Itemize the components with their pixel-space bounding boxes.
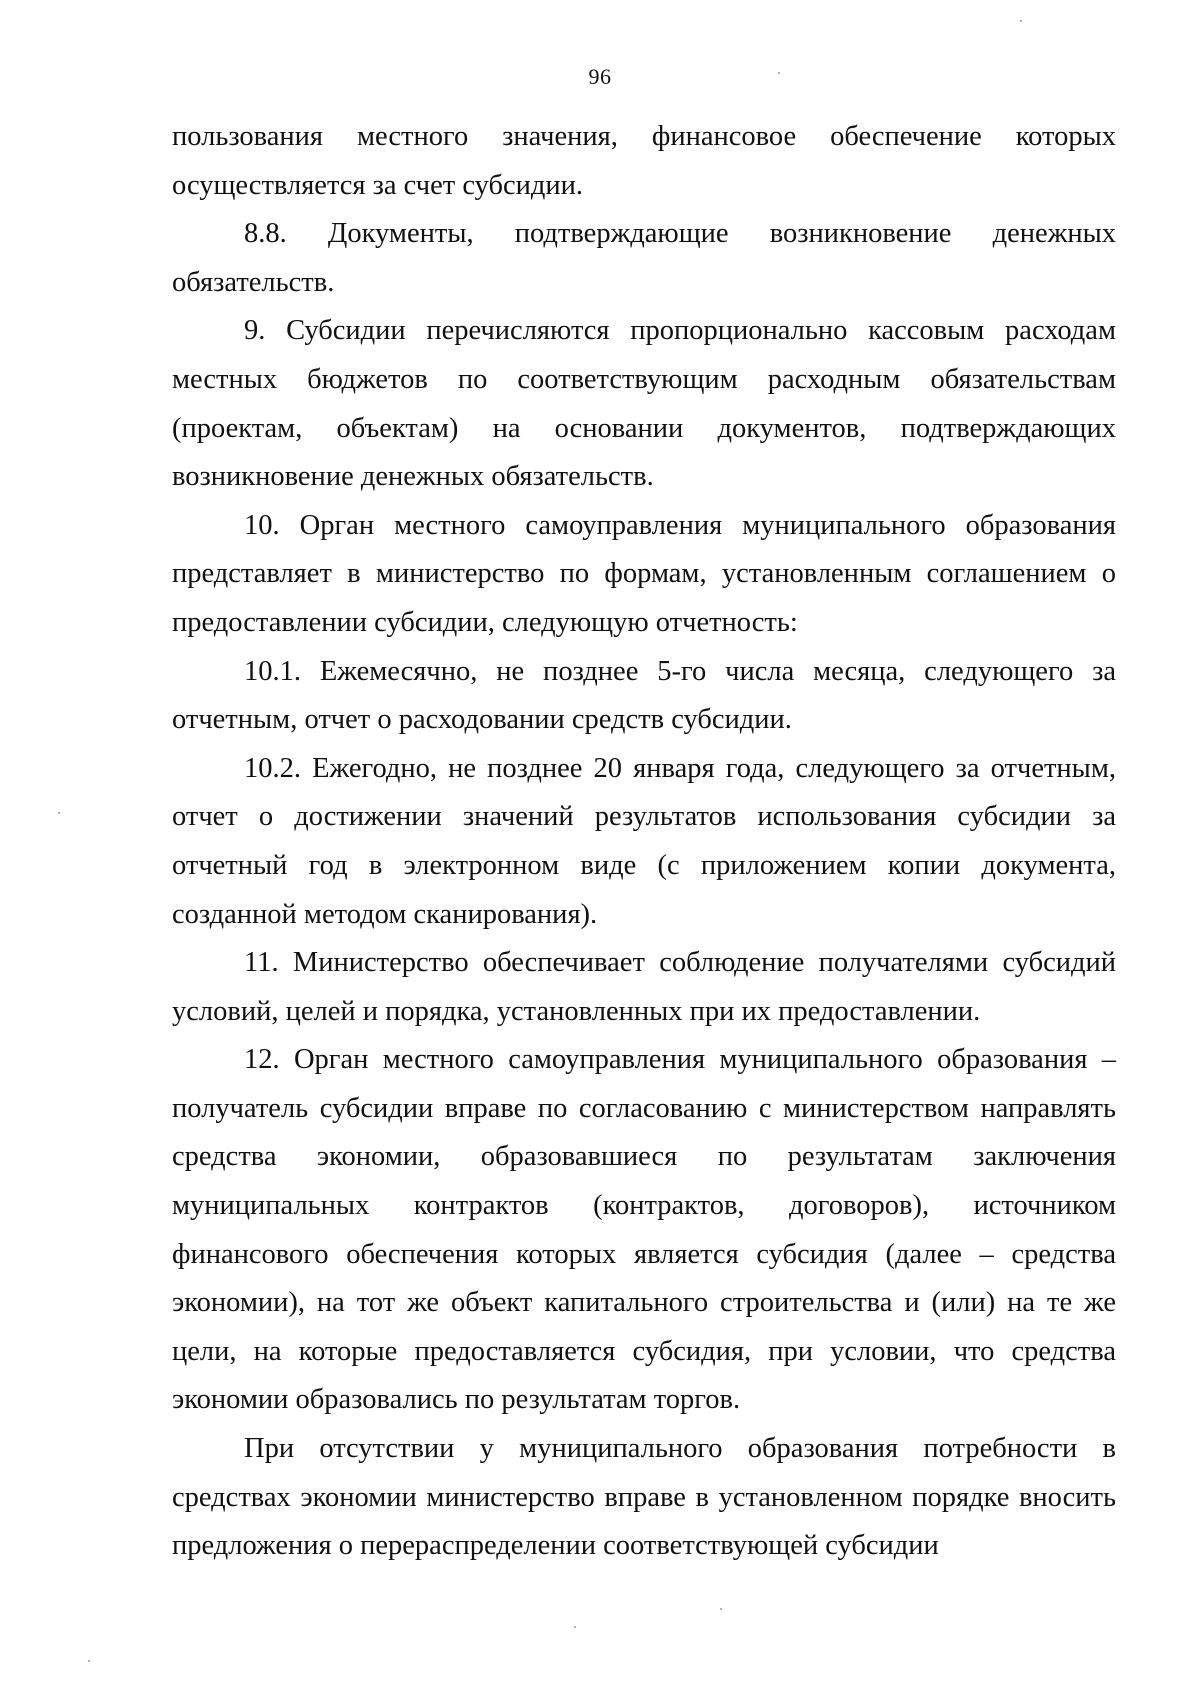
paragraph-10-2: 10.2. Ежегодно, не позднее 20 января года, следующего за отчетным, отчет о достижении значений результатов использования субсидии за отчетный год в электронном виде (с приложением копии документа, созданной методом сканирования). xyxy=(172,752,1116,930)
scan-speck xyxy=(58,812,60,814)
paragraph-10: 10. Орган местного самоуправления муниципального образования представляет в министерство по формам, установленным соглашением о предоставлении субсидии, следующую отчетность: xyxy=(172,509,1116,638)
paragraph-9: 9. Субсидии перечисляются пропорционально кассовым расходам местных бюджетов по соответствующим расходным обязательствам (проектам, объектам) на основании документов, подтверждающих возникновение денежных обязательств. xyxy=(172,315,1116,493)
page-number: 96 xyxy=(588,64,612,89)
document-body xyxy=(172,113,1116,1571)
paragraph-11: 11. Министерство обеспечивает соблюдение получателями субсидий условий, целей и порядка, установленных при их предоставлении. xyxy=(172,947,1116,1027)
scan-speck xyxy=(778,72,780,74)
paragraph-12: 12. Орган местного самоуправления муниципального образования – получатель субсидии вправе по согласованию с министерством направлять средства экономии, образовавшиеся по результатам заключения муниципальных контрактов (контрактов, договоров), источником финансового обеспечения которых является субсидия (далее – средства экономии), на тот же объект капитального строительства и (или) на те же цели, на которые предоставляется субсидия, при условии, что средства экономии образовались по результатам торгов. xyxy=(172,1044,1116,1416)
scan-speck xyxy=(720,1608,722,1610)
scan-speck xyxy=(1020,20,1022,22)
paragraph-12-continuation: При отсутствии у муниципального образования потребности в средствах экономии министерство вправе в установленном порядке вносить предложения о перераспределении соответствующей субсидии xyxy=(172,1433,1116,1562)
paragraph-continuation: пользования местного значения, финансовое обеспечение которых осуществляется за счет субсидии. xyxy=(172,121,1116,201)
scan-speck xyxy=(88,1660,90,1662)
scan-speck xyxy=(574,1626,576,1628)
paragraph-10-1: 10.1. Ежемесячно, не позднее 5-го числа месяца, следующего за отчетным, отчет о расходовании средств субсидии. xyxy=(172,655,1116,736)
paragraph-8-8: 8.8. Документы, подтверждающие возникновение денежных обязательств. xyxy=(172,218,1116,298)
